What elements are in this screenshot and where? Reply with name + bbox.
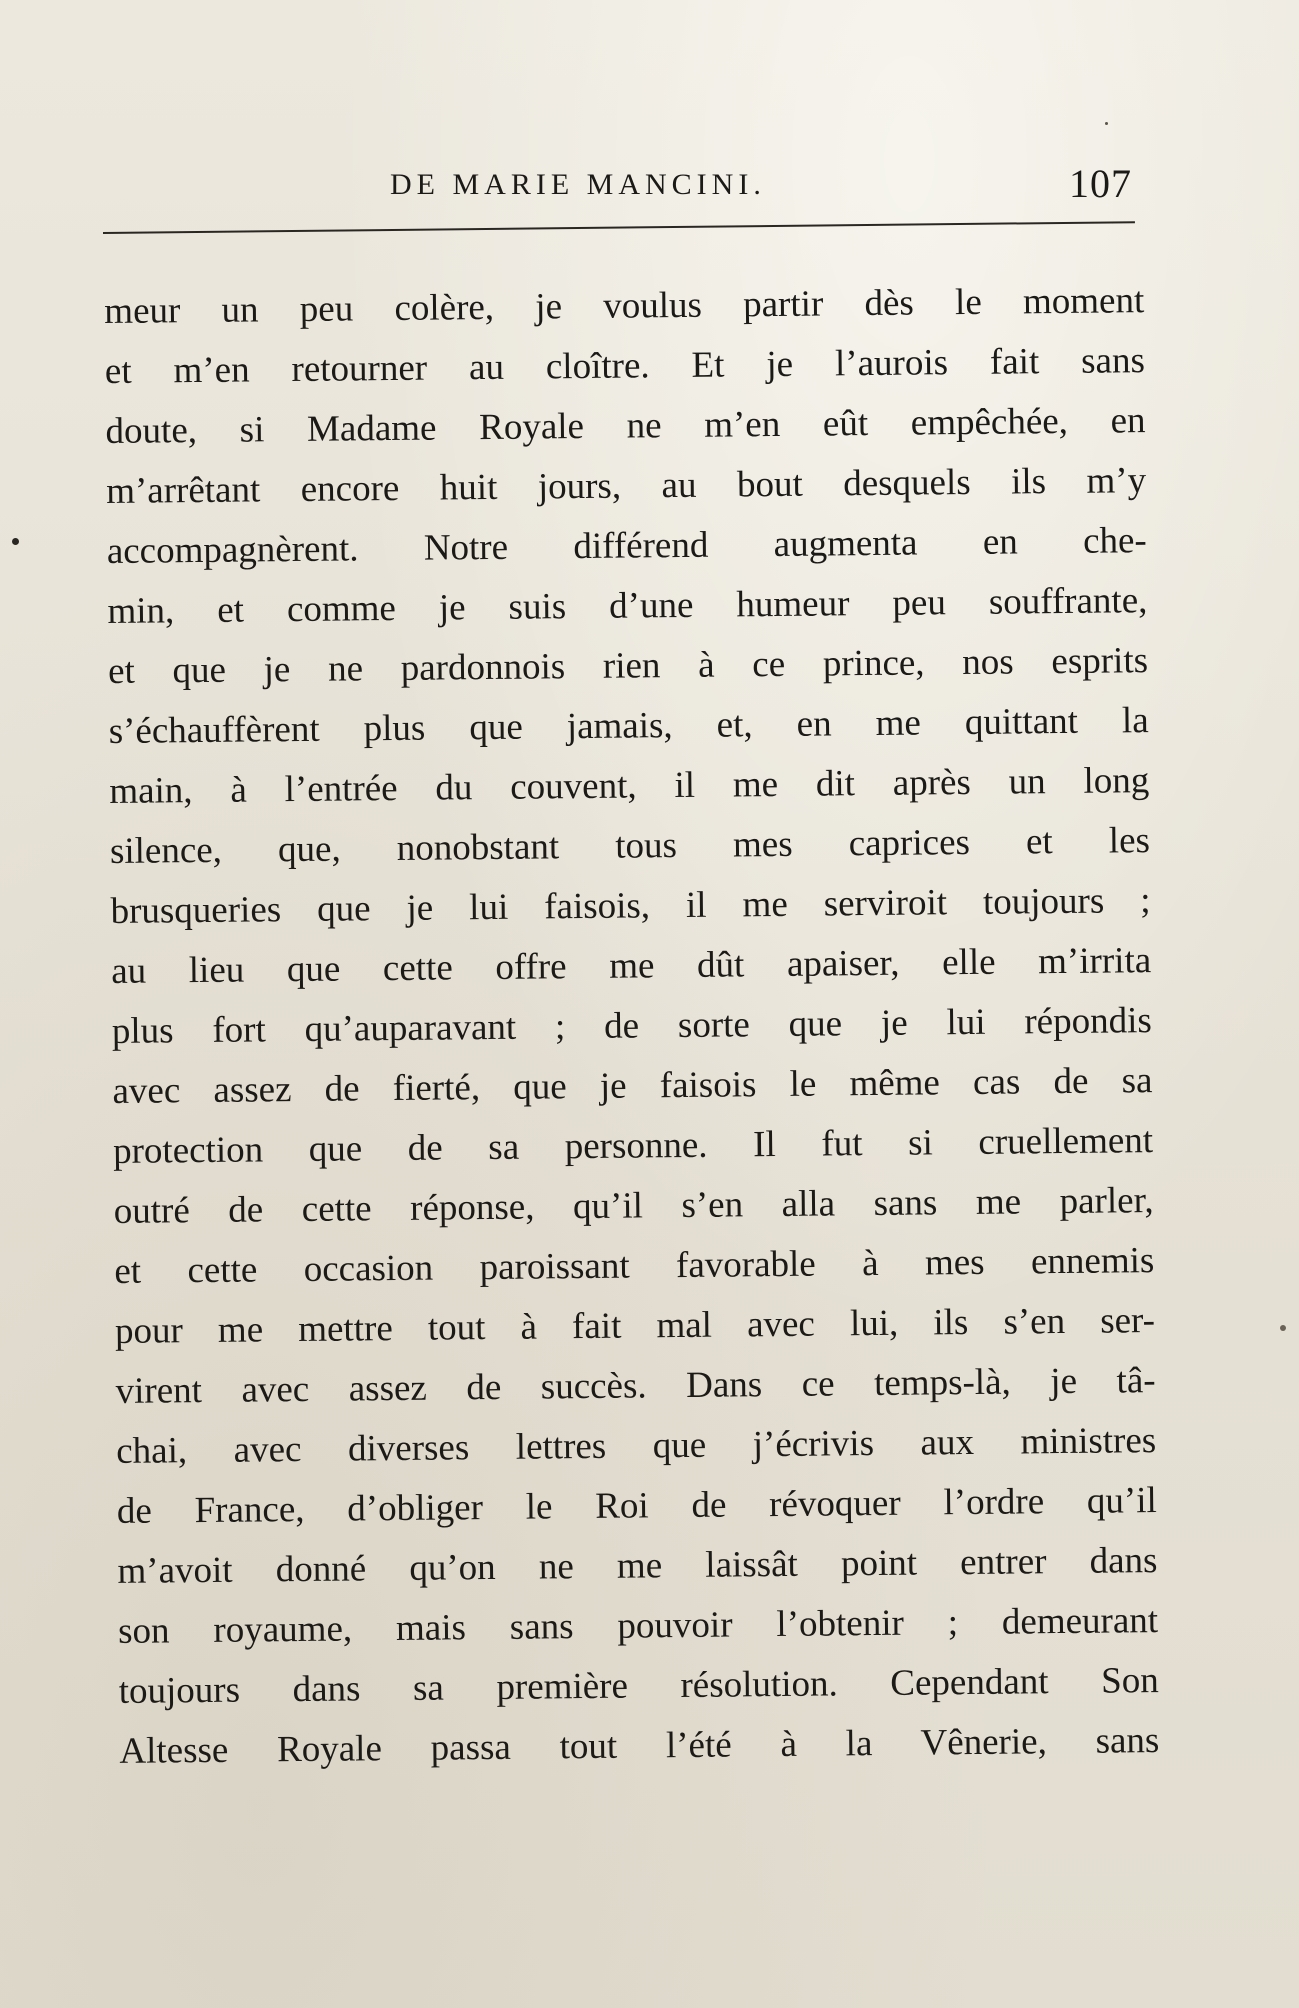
text-line: Altesse Royale passa tout l’été à la Vênerie, sans	[119, 1720, 1160, 1772]
text-line: et m’en retourner au cloître. Et je l’aurois fait sans	[104, 340, 1146, 392]
text-line: m’avoit donné qu’on ne me laissât point entrer dans	[117, 1540, 1158, 1592]
paper-speck	[1280, 1325, 1286, 1331]
text-line: et cette occasion paroissant favorable à mes ennemis	[114, 1240, 1155, 1292]
text-line: et que je ne pardonnois rien à ce prince, nos esprits	[107, 640, 1149, 692]
running-title: DE MARIE MANCINI.	[390, 168, 766, 201]
text-line: main, à l’entrée du couvent, il me dit après un long	[109, 760, 1150, 812]
text-line: outré de cette réponse, qu’il s’en alla sans me parler,	[113, 1180, 1154, 1232]
text-line: plus fort qu’auparavant ; de sorte que je lui répondis	[111, 1000, 1153, 1052]
text-line: de France, d’obliger le Roi de révoquer l’ordre qu’il	[116, 1480, 1158, 1532]
text-line: s’échauffèrent plus que jamais, et, en me quittant la	[108, 700, 1149, 752]
text-line: brusqueries que je lui faisois, il me serviroit toujours ;	[110, 880, 1151, 932]
text-line: toujours dans sa première résolution. Cependant Son	[118, 1660, 1159, 1712]
text-line: pour me mettre tout à fait mal avec lui, ils s’en ser-	[114, 1300, 1156, 1352]
paper-speck	[1105, 122, 1108, 125]
text-line: m’arrêtant encore huit jours, au bout desquels ils m’y	[105, 460, 1147, 512]
text-line: au lieu que cette offre me dût apaiser, elle m’irrita	[111, 940, 1152, 992]
text-line: avec assez de fierté, que je faisois le même cas de sa	[112, 1060, 1153, 1112]
text-line: min, et comme je suis d’une humeur peu souffrante,	[107, 580, 1148, 632]
paper-speck	[12, 538, 19, 545]
text-line: son royaume, mais sans pouvoir l’obtenir ; demeurant	[117, 1600, 1159, 1652]
running-head	[100, 160, 1140, 210]
text-line: accompagnèrent. Notre différend augmenta en che-	[106, 520, 1147, 572]
body-text	[104, 271, 1160, 1782]
text-line: virent avec assez de succès. Dans ce temps-là, je tâ-	[115, 1360, 1156, 1412]
text-line: doute, si Madame Royale ne m’en eût empêchée, en	[105, 400, 1146, 452]
header-rule	[103, 221, 1135, 234]
text-line: silence, que, nonobstant tous mes caprices et les	[109, 820, 1151, 872]
text-line: protection que de sa personne. Il fut si cruellement	[112, 1120, 1154, 1172]
text-line: meur un peu colère, je voulus partir dès le moment	[104, 280, 1145, 332]
page-number: 107	[1069, 161, 1132, 206]
text-line: chai, avec diverses lettres que j’écrivis aux ministres	[116, 1420, 1157, 1472]
